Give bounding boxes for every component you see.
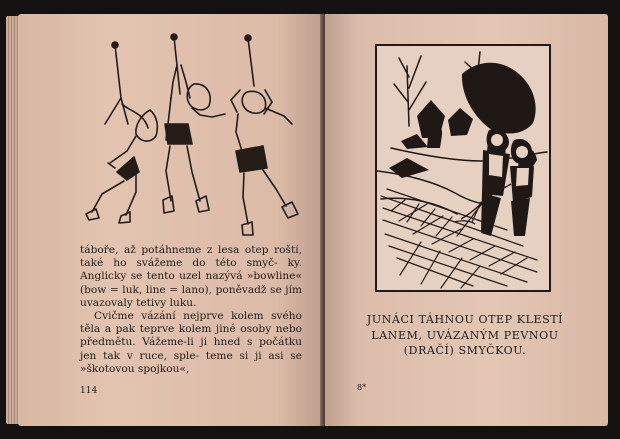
text-line: táboře, až potáhneme z lesa otep xyxy=(80,244,269,256)
text-line: Cvičme vázání nejprve kolem xyxy=(94,310,264,323)
text-line: svého těla a pak teprve kolem jiné xyxy=(80,310,302,336)
text-line: luku. xyxy=(169,296,197,309)
figure-hanging-upright xyxy=(163,34,225,213)
caption-line: LANEM, UVÁZANÝM PEVNOU xyxy=(371,328,559,342)
left-page-body-text xyxy=(80,244,302,376)
paragraph-2 xyxy=(80,310,302,376)
text-line: poněvadž se jím uvazovaly tetivy xyxy=(80,283,302,309)
caption-line: (DRAČÍ) SMYČKOU. xyxy=(403,344,527,357)
figure-hanging-diagonal xyxy=(86,42,157,223)
text-line: roští, také ho svážeme do této smyč- xyxy=(80,244,303,270)
illustration-scouts-pulling-brushwood xyxy=(375,44,551,292)
scouts-illustration xyxy=(377,46,549,290)
text-line: osoby nebo předmětu. Vážeme-li ji xyxy=(80,323,302,349)
figure-hanging-arms-raised xyxy=(231,35,298,235)
caption-line: JUNÁCI TÁHNOU OTEP KLESTÍ xyxy=(366,313,564,326)
text-line: hned s počátku jen tak v ruce, sple- xyxy=(80,336,302,362)
text-line: »bowline« (bow = luk, line = lano), xyxy=(80,270,302,296)
illustration-caption xyxy=(345,312,585,359)
paragraph-1 xyxy=(80,244,302,310)
text-line: teme si ji asi se »škotovou spojkou«, xyxy=(80,349,302,375)
knot-demonstration-figures xyxy=(60,20,310,242)
right-page-number: 8* xyxy=(357,383,367,392)
text-line: ky. Anglicky se tento uzel nazývá xyxy=(80,257,302,283)
left-page-number: 114 xyxy=(80,386,98,396)
